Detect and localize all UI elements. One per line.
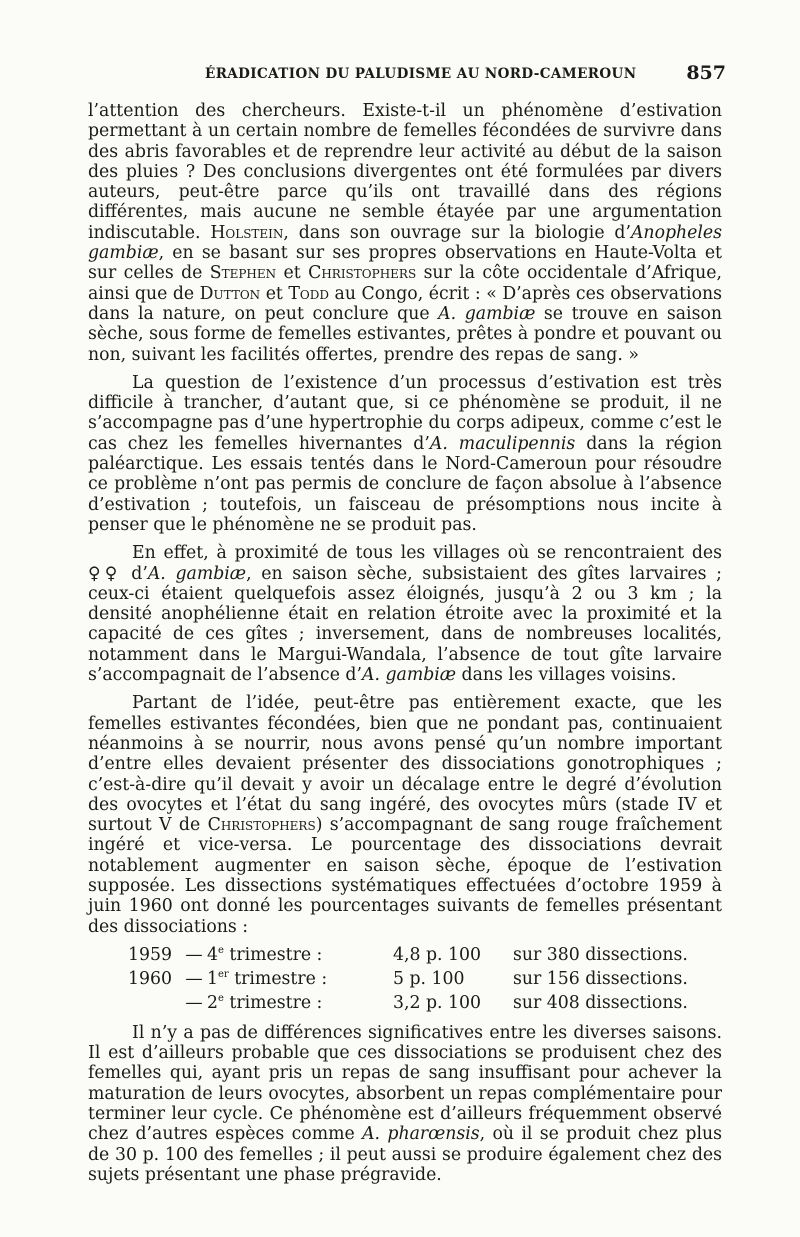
stat-dissections: sur 380 dissections. <box>513 944 688 965</box>
author-stephen: Stephen <box>209 263 277 284</box>
species-name: A. pharœnsis <box>362 1124 480 1145</box>
body-text <box>88 101 722 1185</box>
text-run: La question de l’existence d’un processus d’estivation est très difficile à trancher, d’autant que, si ce phénomène se produit, il ne s’accompagne pas d’une hypertrophie du corps adipeux, comme c’est le cas chez les femelles hivernantes d’ <box>88 372 722 454</box>
species-name: A. gambiæ <box>147 563 247 584</box>
text-run: et <box>276 263 309 284</box>
stat-quarter <box>207 967 393 991</box>
page-header <box>88 62 726 86</box>
stat-row <box>128 967 722 991</box>
text-run: sur la côte occidentale d’Afrique, ainsi que de <box>88 263 722 304</box>
text-run: se trouve en saison sèche, sous forme de femelles estivantes, prêtes à pondre et pouvant ou non, suivant les facilités offertes, prendre des repas de sang. » <box>88 303 722 365</box>
quarter-suffix: e <box>218 945 224 957</box>
quarter-number: 2 <box>207 992 218 1013</box>
quarter-word: trimestre : <box>223 992 323 1013</box>
paragraph-5 <box>88 1023 722 1185</box>
page-number: 857 <box>686 62 726 84</box>
stat-year: 1960 <box>128 968 172 989</box>
author-holstein: Holstein <box>210 222 284 243</box>
paragraph-3 <box>88 543 722 685</box>
dissection-statistics <box>128 943 722 1015</box>
stat-year: 1959 <box>128 944 172 965</box>
text-run: , en se basant sur ses propres observations en Haute-Volta et sur celles de <box>88 243 722 284</box>
stat-percentage: 3,2 p. 100 <box>393 992 482 1013</box>
species-name: A. gambiæ <box>438 303 536 324</box>
text-run: dans les villages voisins. <box>456 665 677 686</box>
stat-dissections: sur 156 dissections. <box>513 968 688 989</box>
species-name: Anopheles gambiæ <box>88 222 723 264</box>
author-dutton: Dutton <box>199 283 261 304</box>
text-run: En effet, à proximité de tous les villages où se rencontraient des ♀♀ d’ <box>88 543 722 584</box>
stat-percentage: 5 p. 100 <box>393 968 465 989</box>
stat-year <box>128 991 181 1015</box>
quarter-number: 1 <box>207 968 218 989</box>
quarter-word: trimestre : <box>228 968 328 989</box>
stat-quarter <box>207 943 393 967</box>
stat-quarter <box>207 991 393 1015</box>
paragraph-1 <box>88 101 722 365</box>
stat-row <box>128 943 722 967</box>
stat-row <box>128 991 722 1015</box>
text-run: Partant de l’idée, peut-être pas entièrement exacte, que les femelles estivantes fécondées, bien que ne pondant pas, continuaient néanmoins à se nourrir, nous avons pensé qu’un nombre important d’entre elles devaient présenter des dissociations gonotrophiques ; c’est-à-dire qu’il devait y avoir un décalage entre le degré d’évolution des ovocytes et l’état du sang ingéré, des ovocytes mûrs (stade IV et surtout V de <box>88 693 722 836</box>
text-run: , où il se produit chez plus de 30 p. 100 des femelles ; il peut aussi se produire également chez des sujets présentant une phase prégravide. <box>88 1124 722 1185</box>
author-todd: Todd <box>288 283 330 304</box>
species-name: A. gambiæ <box>362 665 457 686</box>
text-run: Il n’y a pas de différences significatives entre les diverses saisons. Il est d’ailleurs probable que ces dissociations se produisent chez des femelles qui, ayant pris un repas de sang insuffisant pour achever la maturation de leurs ovocytes, absorbent un repas complémentaire pour terminer leur cycle. Ce phénomène est d’ailleurs fréquemment observé chez d’autres espèces comme <box>88 1022 722 1145</box>
quarter-word: trimestre : <box>223 944 323 965</box>
author-christophers: Christophers <box>207 815 316 836</box>
text-run: et <box>260 283 289 304</box>
text-run: dans la région paléarctique. Les essais tentés dans le Nord-Cameroun pour résoudre ce problème n’ont pas permis de conclure de façon absolue à l’absence d’estivation ; toutefois, un faisceau de présomptions nous incite à penser que le phénomène ne se produit pas. <box>88 433 722 535</box>
text-run: , en saison sèche, subsistaient des gîtes larvaires ; ceux-ci étaient quelquefois assez éloignés, jusqu’à 2 ou 3 km ; la densité anophélienne était en relation étroite avec la proximité et la capacité de ces gîtes ; inversement, dans de nombreuses localités, notamment dans le Margui-Wandala, l’absence de tout gîte larvaire s’accompagnait de l’absence d’ <box>88 563 722 686</box>
stat-dash: — <box>185 992 203 1013</box>
text-run: ) s’accompagnant de sang rouge fraîchement ingéré et vice-versa. Le pourcentage des dissociations devrait notablement augmenter en saison sèche, époque de l’estivation supposée. Les dissections systématiques effectuées d’octobre 1959 à juin 1960 ont donné les pourcentages suivants de femelles présentant des dissociations : <box>88 815 723 937</box>
quarter-suffix: e <box>218 993 224 1005</box>
text-run: , dans son ouvrage sur la biologie d’ <box>283 222 631 243</box>
stat-dash: — <box>185 968 203 989</box>
paragraph-4 <box>88 693 722 937</box>
author-christophers: Christophers <box>308 263 417 284</box>
running-title: ÉRADICATION DU PALUDISME AU NORD-CAMEROUN <box>205 66 637 82</box>
stat-percentage: 4,8 p. 100 <box>393 944 482 965</box>
quarter-suffix: er <box>218 969 229 981</box>
stat-dash: — <box>185 944 203 965</box>
stat-dissections: sur 408 dissections. <box>513 992 688 1013</box>
text-run: l’attention des chercheurs. Existe-t-il un phénomène d’estivation permettant à un certain nombre de femelles fécondées de survivre dans des abris favorables et de reprendre leur activité au début de la saison des pluies ? Des conclusions divergentes ont été formulées par divers auteurs, peut-être parce qu’ils ont travaillé dans des régions différentes, mais aucune ne semble étayée par une argumentation indiscutable. <box>88 101 722 243</box>
text-run: au Congo, écrit : « D’après ces observations dans la nature, on peut conclure que <box>88 283 722 324</box>
species-name: A. maculipennis <box>429 433 576 454</box>
quarter-number: 4 <box>207 944 218 965</box>
paragraph-2 <box>88 373 722 535</box>
